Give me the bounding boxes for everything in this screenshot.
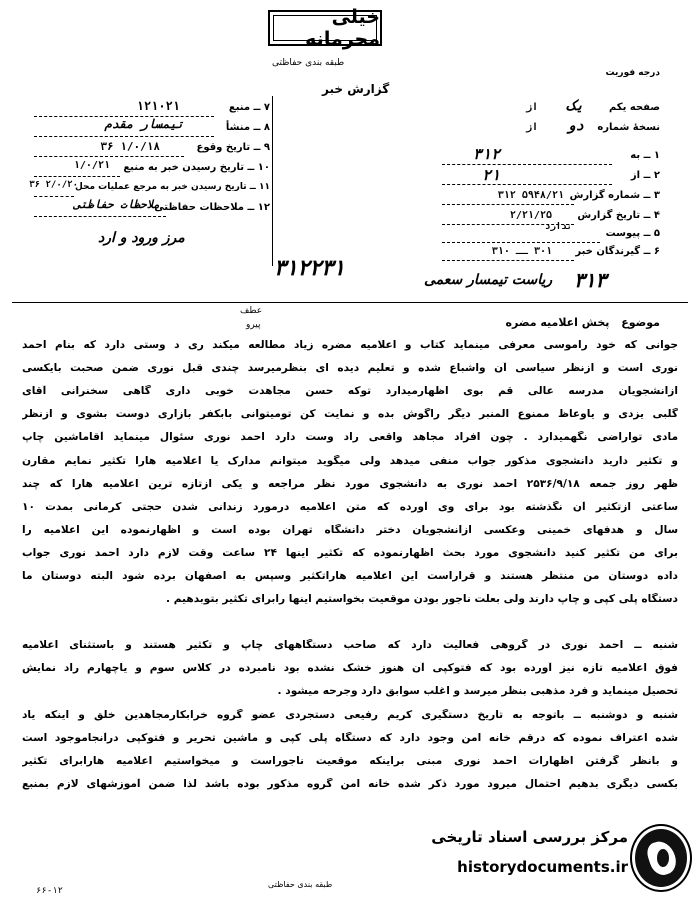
form-value: ۵۹۴۸/۲۱ ۳۱۲ [497,190,564,201]
peyro-label: پیرو [246,320,261,330]
header-divider [12,302,688,303]
page-mark: ۶۶-۱۲ [36,886,64,896]
form-field-copy [440,118,660,138]
report-body-line: شنبه ــ احمد نوری در گروهی فعالیت دارد که صاحب دستگاههای چاپ و تکثیر هستند و باستثنای اعلامیه [22,639,678,652]
report-body-line: جوانی که خود راموسی معرفی مینماید کتاب و اعلامیه مضره زیاد مطالعه میکند ری د وستی دارد که بنام احمد [22,339,678,351]
form-value: ۳۱۲ [472,145,500,163]
form-label: ۴ ــ تاریخ گزارش [577,210,660,221]
form-label: ۱۲ ــ ملاحظات حفاظتی [154,202,270,213]
handwritten-signature: ریاست تیمسار سعمی [424,272,553,288]
form-label: ۷ ــ منبع [228,102,270,113]
archive-logo-icon [632,826,690,890]
form-value: تیمسار مقدم [104,117,184,131]
report-body-line: تحصیل مینماید و فرد مذهبی بنظر میرسد و اغلب سوابق دارد وجرحه میشود . [277,685,678,698]
form-value: ملاحظات حفاظتی [73,198,160,211]
handwritten-note: مرز ورود و ارد [98,230,185,246]
report-body-line: فوق اعلامیه تازه نیز آورده بود که فتوکپی آن هنوز خشک نشده بود نامبرده در کلاس سوم و یاچهارم راد نمایش [22,662,678,675]
form-field-recipients [440,246,660,262]
form-value: ۲/۲۱/۲۵ [509,210,552,221]
report-body-line: ساعتی ازتکثیر آن نگذشته بود برای وی آورده که متن اعلامیه درمورد زندانی شدن حجتی کرمانی بمدت ۱۰ [22,500,678,513]
report-body-line: ازانشجویان مدرسه عالی قم بوی اظهارمیدارد توکه حسن مجاهدت خوبی داری گاهی سخنرانی آقای [22,385,678,398]
subject-label: موضوع [621,316,660,329]
watermark-name: مرکز بررسی اسناد تاریخی [431,828,628,846]
form-field-event-date [28,142,270,158]
form-field-source-receipt-date [28,162,270,178]
report-body-line: شنبه و دوشنبه ــ باتوجه به تاریخ دستگیری کریم رفیعی دستجردی عضو گروه خرابکارمجاهدین خلق و اینکه یاد [22,708,678,721]
handwritten-number-left: ۳۱۲۲۳۱ [274,256,345,281]
report-body-line: گلبی یزدی و یاوعاظ ممنوع المنبر دیگر راگوش بده و نمایت کن تومیتوانی بابکفر بازاری دوست بشوی و ازنظر [22,408,678,421]
form-field-source [28,99,270,118]
form-value: ۲/۰/۲۰ ۳۶ [29,180,78,190]
form-field-attachment [440,222,660,244]
form-label: صفحه یکم [608,102,660,113]
form-label: ۲ ــ از [630,170,660,181]
form-value: ۳۰۱ ــ ۳۱۰ [491,246,552,257]
footer-classification: طبقه بندی حفاظتی [268,880,333,889]
form-label: ۹ ــ تاریخ وقوع [196,142,270,153]
subject-line [506,316,660,329]
report-body-line: ظهر روز جمعه ۲۵۳۶/۹/۱۸ احمد نوری به دانشجوی مورد نظر مراجعه و یکی ازتازه ترین اعلامیه هارا که چند [22,477,678,490]
form-label: ۱ ــ به [630,150,660,161]
column-divider [272,96,273,266]
form-field-page [440,98,660,118]
report-body-line: و تکثیر دارید دانشجوی مذکور جواب منفی میدهد ولی میگوید میتوانم مدارک یا اعلامیه هارا تکثیر نمایم مقارن [22,454,678,467]
classification-stamp: خیلی محرمانه [268,10,382,46]
form-field-report-number [440,190,660,206]
form-value: ۱/۰/۲۱ [73,160,110,171]
report-body-line: مادی تواراضی نگهمیدارد . چون افراد مجاهد واقعی راد وست دارد احمد نوری سئوال مینماید آقاماشین چاپ [22,431,678,444]
form-label: ۸ ــ منشأ [225,122,270,133]
form-value: ۱۲۱۰۲۱ [136,99,180,113]
form-mid: از [525,102,538,113]
watermark [431,820,694,898]
form-label: ۳ ــ شماره گزارش [569,190,660,201]
form-label: نسخهٔ شماره [597,122,660,133]
form-value: یک [567,98,584,114]
form-value: دو [567,118,584,134]
form-field-from [440,166,660,186]
form-field-security-notes [28,198,270,218]
form-field-origin [28,117,270,138]
form-value: ۲۱ [481,166,500,184]
form-mid: از [525,122,538,133]
report-body-line: شده اعتراف نموده که درقم خانه امن وجود دارد که دستگاه پلی کپی و ماشین تحریر و فتوکپی درآنجاموجود است [22,731,678,744]
form-field-ops-receipt-date [28,182,270,198]
classification-label: طبقه بندی حفاظتی [272,58,345,68]
watermark-url: historydocuments.ir [457,858,628,876]
form-label: ۱۰ ــ تاریخ رسیدن خبر به منبع [123,162,270,173]
report-body-line: دستگاه پلی کپی و چاپ دارند ولی بعلت ناجور بودن موقعیت بخواستیم اینها رابرای تکثیر بتوبدهیم . [166,593,678,606]
form-value: ۱/۰/۱۸ ۳۶ [100,140,160,153]
report-body-line: برای من تکثیر کنید دانشجوی مورد بحث اظهارنموده که تکثیر اینها ۲۴ ساعت وقت لازم دارد احمد نوری جواب [22,546,678,559]
form-value: ندارد [544,222,572,232]
handwritten-number-right: ۳۱۳ [574,268,607,292]
report-body-line: بکسی دیگری بدهیم احتمال میرود مورد ذکر شده خانه امن گروه مذکور بوده باشد لذا ضمن آموزشهای لازم بمنبع [22,777,678,790]
form-field-to [440,145,660,166]
form-label: ۱۱ ــ تاریخ رسیدن خبر به مرجع عملیات محل [74,182,270,192]
report-title: گزارش خبر [322,82,390,96]
atf-label: عطف [240,306,263,316]
subject-value: پخش اعلامیه مضره [505,316,610,329]
report-body-line: نوری است و ازنظر سیاسی آن واشباع شده و تعلیم دیده ای بنظرمیرسد چندی قبل نوری ضمن صحبت بایکسی [22,362,678,375]
report-body-line: سال و هدفهای خمینی وعکسی ازانشجویان دختر دانشگاه تهران بوده است و اظهارنموده این اعلامیه را [22,523,678,536]
form-label: ۶ ــ گیرندگان خبر [575,246,660,257]
form-label: ۵ ــ پیوست [605,228,660,239]
priority-label: درجه فوریت [605,68,660,78]
report-body-line: داده دوستان من منتظر هستند و قراراست این اعلامیه هاراتکثیر وسپس به اصفهان برده شود البته دوستان ما [22,570,678,582]
report-body-line: و بانظر گرفتن اظهارات احمد نوری مبنی براینکه موقعیت ناجوراست و میخواستیم اعلامیه هارابرای تکثیر [22,754,678,767]
